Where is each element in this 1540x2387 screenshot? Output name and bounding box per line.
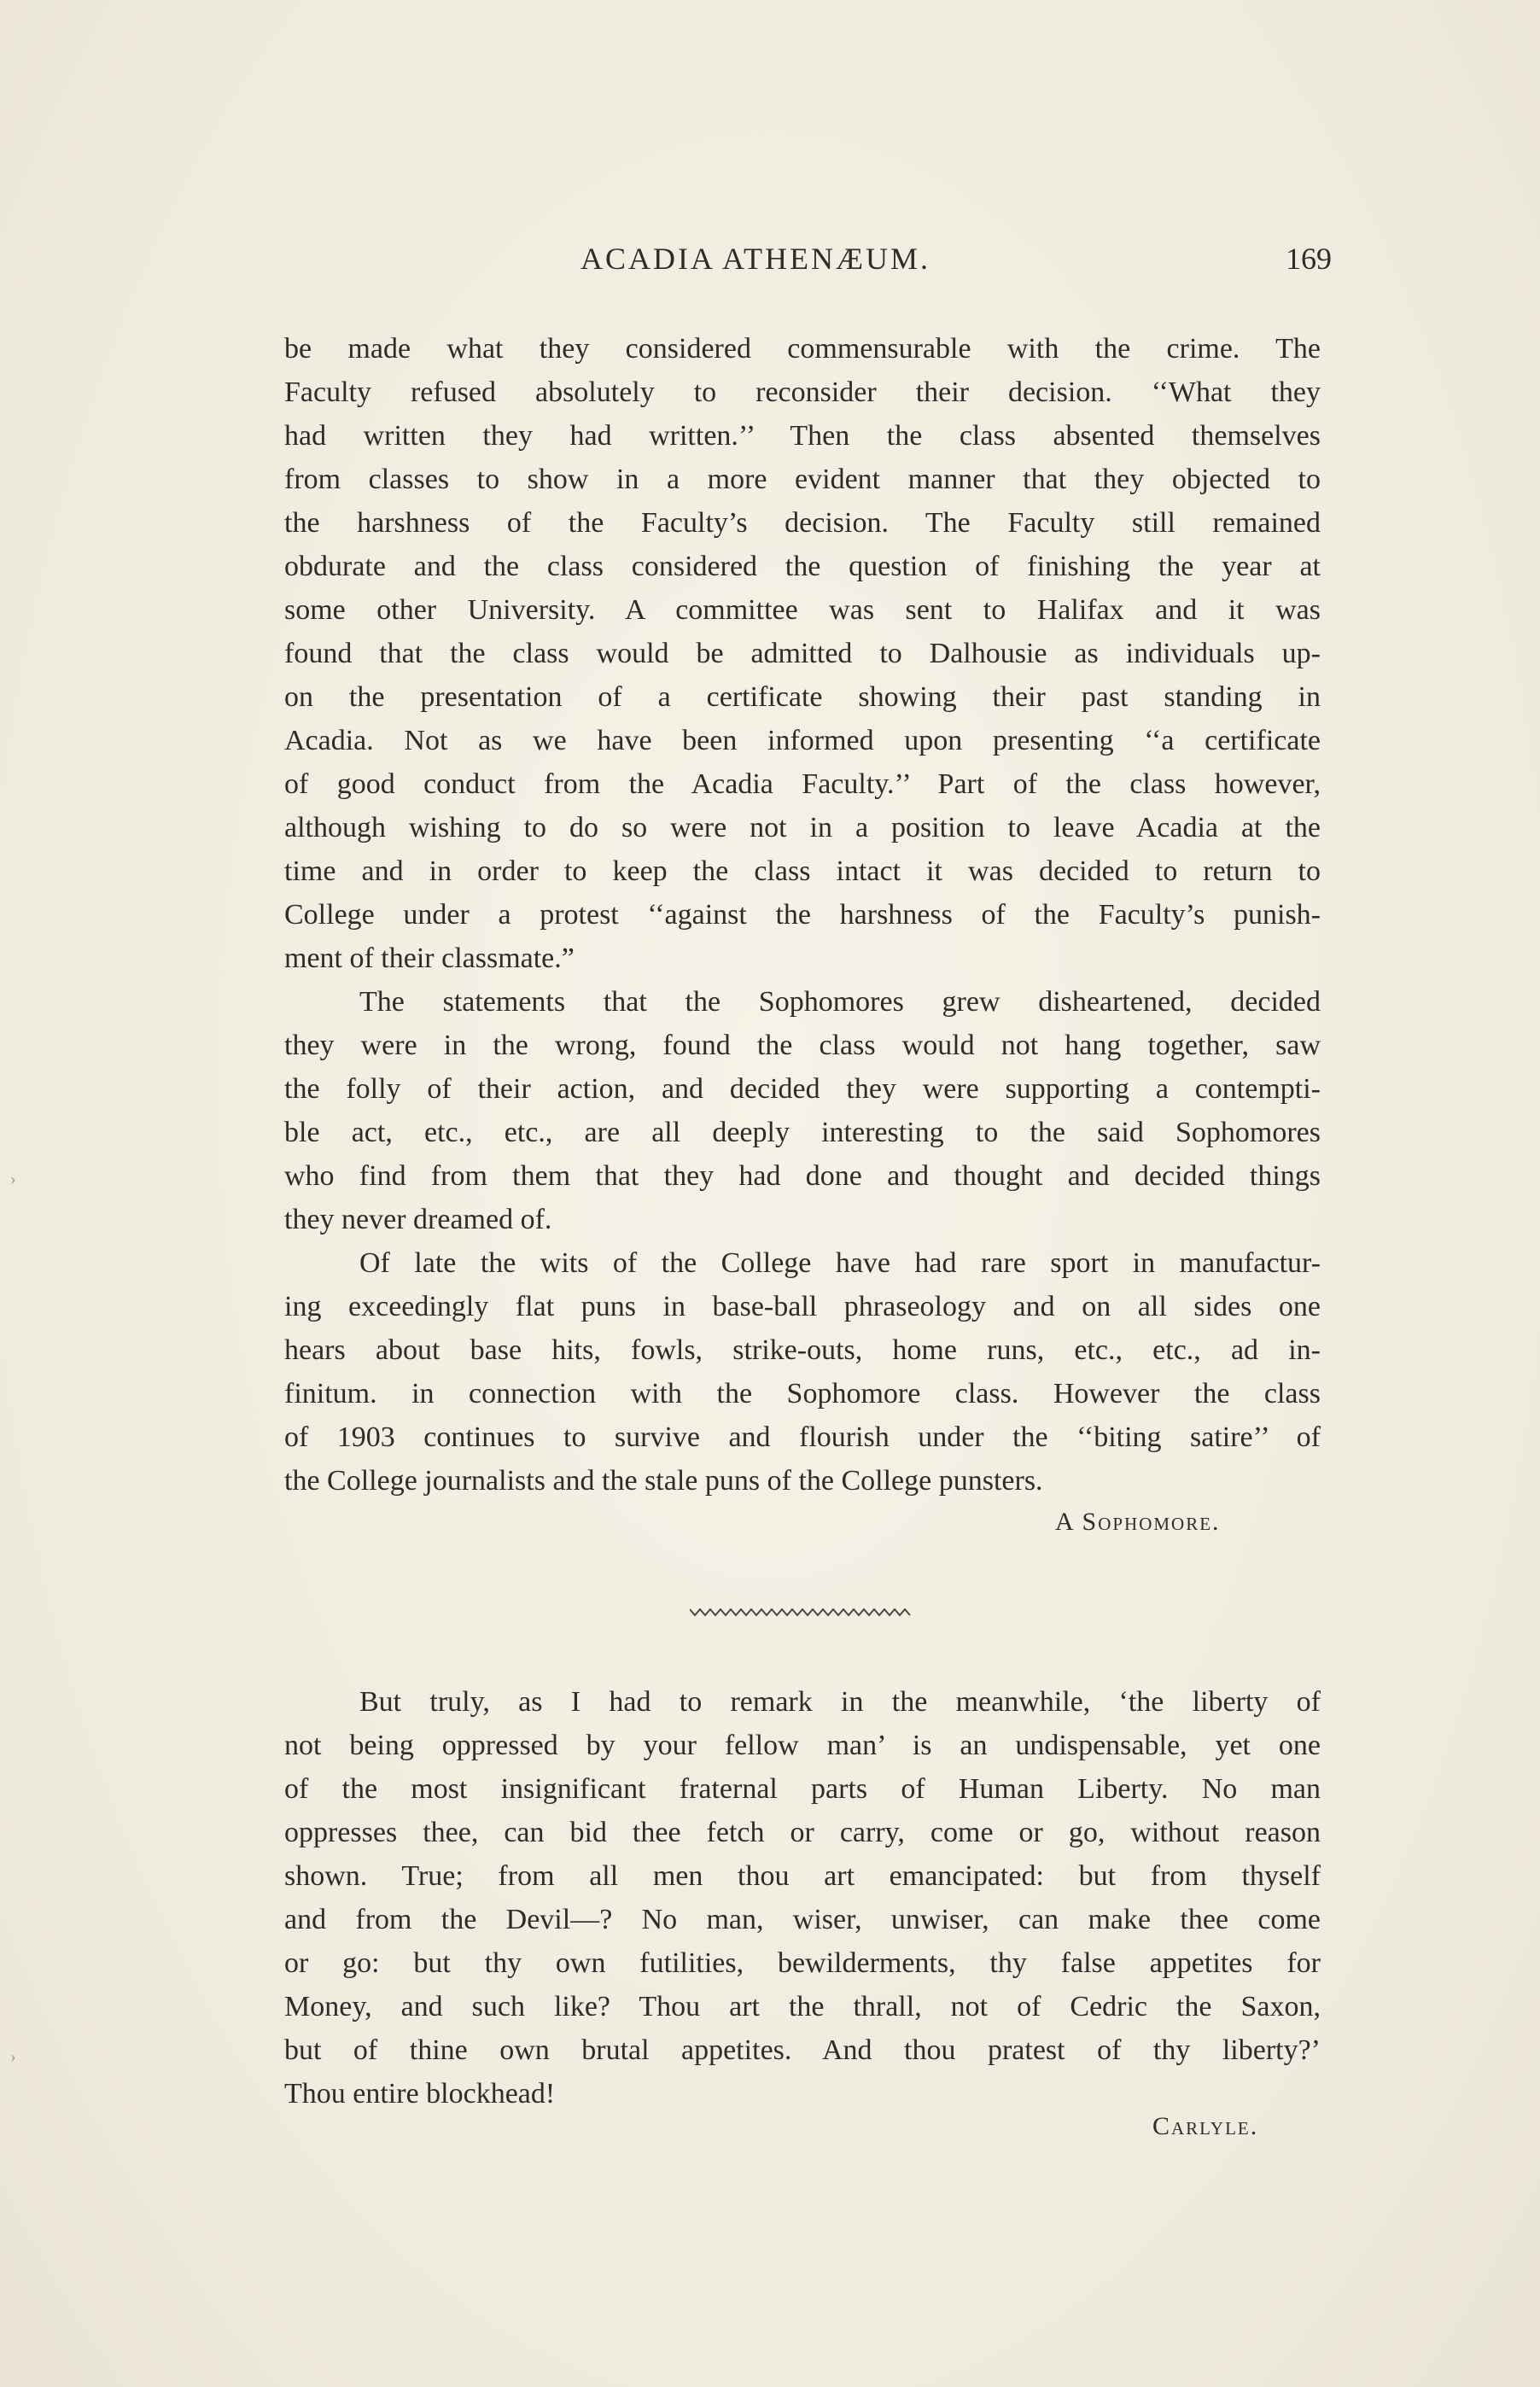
text-line: of 1903 continues to survive and flourish under the ‘‘biting satire’’ of [284,1421,1321,1453]
text-line: on the presentation of a certificate showing their past standing in [284,681,1321,713]
text-line: of the most insignificant fraternal parts of Human Liberty. No man [284,1773,1321,1805]
text-line: Money, and such like? Thou art the thrall, not of Cedric the Saxon, [284,1991,1321,2022]
text-line: oppresses thee, can bid thee fetch or carry, come or go, without reason [284,1817,1321,1848]
text-line: obdurate and the class considered the question of finishing the year at [284,551,1321,582]
running-title: ACADIA ATHENÆUM. [580,242,931,276]
text-line: Acadia. Not as we have been informed upon presenting ‘‘a certificate [284,725,1321,756]
text-line: time and in order to keep the class intact it was decided to return to [284,855,1321,887]
text-line: although wishing to do so were not in a position to leave Acadia at the [284,812,1321,843]
text-line: had written they had written.’’ Then the class absented themselves [284,420,1321,452]
text-line: shown. True; from all men thou art emancipated: but from thyself [284,1860,1321,1892]
page-header [580,241,1332,283]
text-line: finitum. in connection with the Sophomore class. However the class [284,1378,1321,1409]
text-line: found that the class would be admitted to Dalhousie as individuals up- [284,638,1321,669]
margin-speck: › [10,1170,16,1188]
text-line: Faculty refused absolutely to reconsider their decision. ‘‘What they [284,376,1321,408]
text-line: the College journalists and the stale puns of the College punsters. [284,1465,1043,1497]
text-line: College under a protest ‘‘against the harshness of the Faculty’s punish- [284,899,1321,931]
text-line: some other University. A committee was sent to Halifax and it was [284,594,1321,626]
text-line: and from the Devil—? No man, wiser, unwiser, can make thee come [284,1904,1321,1935]
text-line: the folly of their action, and decided they were supporting a contempti- [284,1073,1321,1105]
text-line: ing exceedingly flat puns in base-ball phraseology and on all sides one [284,1291,1321,1322]
text-line: hears about base hits, fowls, strike-outs, home runs, etc., etc., ad in- [284,1334,1321,1366]
text-line: Of late the wits of the College have had rare sport in manufactur- [359,1247,1321,1279]
text-line: but of thine own brutal appetites. And thou pratest of thy liberty?’ [284,2034,1321,2066]
text-line: be made what they considered commensurable with the crime. The [284,333,1321,365]
text-line: who find from them that they had done and thought and decided things [284,1160,1321,1192]
text-line: But truly, as I had to remark in the meanwhile, ‘the liberty of [359,1686,1321,1718]
text-line: ble act, etc., etc., are all deeply interesting to the said Sophomores [284,1117,1321,1148]
text-line: or go: but thy own futilities, bewilderments, thy false appetites for [284,1947,1321,1979]
text-line: they were in the wrong, found the class would not hang together, saw [284,1030,1321,1061]
page-number: 169 [1286,242,1332,276]
carlyle-quotation [284,1680,1321,2116]
ornamental-divider [690,1607,912,1619]
text-line: the harshness of the Faculty’s decision. The Faculty still remained [284,507,1321,539]
text-line: The statements that the Sophomores grew disheartened, decided [359,986,1321,1018]
text-line: they never dreamed of. [284,1204,552,1235]
margin-speck: › [10,2047,16,2066]
signature-sophomore: A Sophomore. [1055,1508,1221,1536]
article-continuation [284,327,1321,1503]
signature-carlyle: Carlyle. [1152,2112,1259,2140]
text-line: ment of their classmate.” [284,943,575,974]
text-line: of good conduct from the Acadia Faculty.’’ Part of the class however, [284,768,1321,800]
text-line: not being oppressed by your fellow man’ is an undispensable, yet one [284,1730,1321,1761]
text-line: from classes to show in a more evident manner that they objected to [284,464,1321,495]
text-line: Thou entire blockhead! [284,2078,556,2110]
